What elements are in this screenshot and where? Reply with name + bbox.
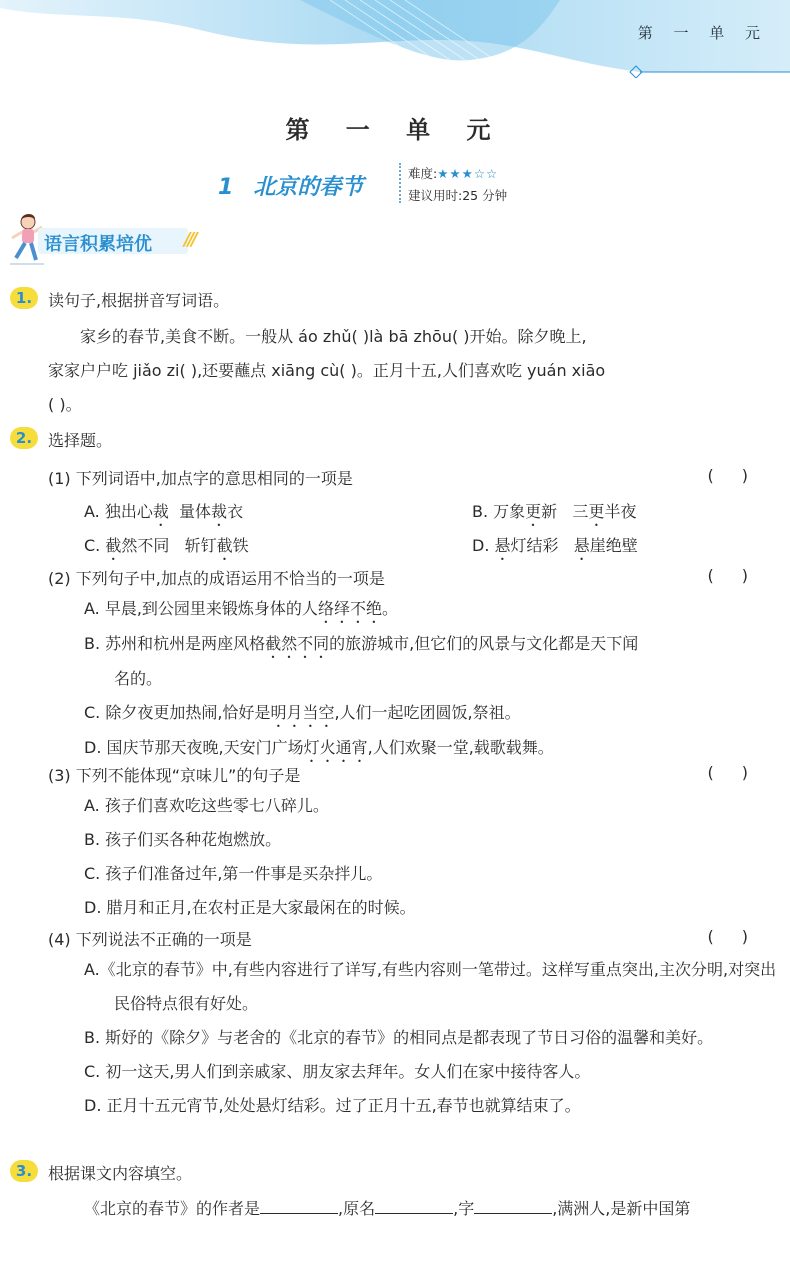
option-text: 新 三: [541, 502, 589, 521]
option-text: 灯结彩: [510, 536, 574, 555]
fill-text: ,满洲人,是新中国第: [552, 1199, 691, 1218]
dotted-phrase: 截然不同: [265, 634, 330, 653]
option-text: C.: [84, 536, 106, 555]
lesson-divider: [399, 163, 403, 203]
lesson-number: 1: [218, 175, 234, 200]
blank-original-name[interactable]: [375, 1197, 453, 1214]
unit-tab: 第 一 单 元: [637, 24, 768, 42]
option-2-c: [84, 696, 784, 731]
lesson-meta: [408, 163, 507, 207]
option-text: A. 独出心: [84, 502, 153, 521]
options-3: [84, 789, 784, 925]
options-4: [84, 953, 784, 1123]
dotted-char: 悬: [573, 536, 590, 555]
option-4-d: D. 正月十五元宵节,处处悬灯结彩。过了正月十五,春节也就算结束了。: [84, 1096, 581, 1115]
option-text: 崖绝壁: [589, 536, 638, 555]
option-text: B. 苏州和杭州是两座风格: [84, 634, 266, 653]
option-text: D. 国庆节那天夜晚,天安门广场: [84, 738, 304, 757]
header-band: [0, 0, 790, 78]
question-1-line-3: ( )。: [48, 395, 82, 414]
question-number-1: 1.: [10, 287, 38, 309]
question-1-title: 读句子,根据拼音写词语。: [48, 291, 230, 310]
option-2-b-cont: 名的。: [114, 669, 163, 688]
option-4-c: C. 初一这天,男人们到亲戚家、朋友家去拜年。女人们在家中接待客人。: [84, 1062, 591, 1081]
section-banner: [4, 210, 244, 270]
option-4-b: B. 斯妤的《除夕》与老舍的《北京的春节》的相同点是都表现了节日习俗的温馨和美好。: [84, 1028, 714, 1047]
option-3-a: A. 孩子们喜欢吃这些零七八碎儿。: [84, 796, 329, 815]
option-text: C. 除夕夜更加热闹,恰好是: [84, 703, 271, 722]
blank-courtesy-name[interactable]: [474, 1197, 552, 1214]
option-1-a: [84, 499, 243, 530]
dotted-phrase: 络绎不绝: [317, 599, 382, 618]
option-2-d: [84, 731, 784, 766]
question-2-title: 选择题。: [48, 431, 113, 450]
option-text: 衣: [227, 502, 244, 521]
option-text: D.: [472, 536, 495, 555]
option-text: A. 早晨,到公园里来锻炼身体的人: [84, 599, 318, 618]
dotted-char: 截: [105, 536, 122, 555]
question-1-line-1: 家乡的春节,美食不断。一般从 áo zhǔ( )là bā zhōu( )开始。除夕晚上,: [80, 327, 587, 346]
lesson-heading: [218, 170, 363, 201]
dotted-char: 裁: [152, 502, 169, 521]
section-label: 语言积累培优: [44, 234, 152, 255]
option-4-a: A.《北京的春节》中,有些内容进行了详写,有些内容则一笔带过。这样写重点突出,主次分明,对突出民俗特点很有好处。: [84, 960, 777, 1013]
dotted-char: 截: [216, 536, 233, 555]
question-number-3: 3.: [10, 1160, 38, 1182]
option-3-b: B. 孩子们买各种花炮燃放。: [84, 830, 282, 849]
dotted-char: 裁: [211, 502, 228, 521]
dotted-phrase: 明月当空: [270, 703, 335, 722]
question-number-2: 2.: [10, 427, 38, 449]
page-title: 第 一 单 元: [285, 115, 505, 144]
answer-paren-2: (): [707, 566, 776, 585]
question-3-title: 根据课文内容填空。: [48, 1164, 193, 1183]
suggested-time: 建议用时:25 分钟: [408, 188, 508, 203]
question-1-line-2: 家家户户吃 jiǎo zi( ),还要蘸点 xiāng cù( )。正月十五,人们喜欢吃 yuán xiāo: [48, 361, 606, 380]
answer-paren-3: (): [707, 763, 776, 782]
answer-paren-1: (): [707, 466, 776, 485]
option-3-d: D. 腊月和正月,在农村正是大家最闲在的时候。: [84, 898, 416, 917]
section-slashes: ///: [184, 229, 195, 250]
question-1-body: [48, 320, 783, 422]
option-text: 铁: [232, 536, 249, 555]
option-text: 量体: [168, 502, 212, 521]
blank-author[interactable]: [260, 1197, 338, 1214]
option-2-b: [84, 627, 784, 662]
sub-question-2-stem: (2) 下列句子中,加点的成语运用不恰当的一项是: [48, 569, 385, 588]
question-3-body: [84, 1192, 784, 1226]
fill-text: ,字: [453, 1199, 475, 1218]
option-1-c: [84, 533, 249, 564]
option-text: B. 万象: [472, 502, 526, 521]
fill-text: ,原名: [338, 1199, 376, 1218]
option-text: 。: [381, 599, 398, 618]
dotted-char: 更: [588, 502, 605, 521]
fill-text: 《北京的春节》的作者是: [84, 1199, 261, 1218]
dotted-char: 更: [525, 502, 542, 521]
options-2: [84, 592, 784, 766]
option-text: 半夜: [604, 502, 637, 521]
answer-paren-4: (): [707, 927, 776, 946]
sub-question-1-stem: (1) 下列词语中,加点字的意思相同的一项是: [48, 469, 353, 488]
option-2-a: [84, 592, 784, 627]
option-text: ,人们一起吃团圆饭,祭祖。: [334, 703, 521, 722]
difficulty-stars: ★★★☆☆: [437, 166, 499, 181]
option-1-d: [472, 533, 638, 564]
dotted-char: 悬: [494, 536, 511, 555]
difficulty-label: 难度:: [408, 166, 438, 181]
option-text: 的旅游城市,但它们的风景与文化都是天下闻: [329, 634, 639, 653]
dotted-phrase: 灯火通宵: [303, 738, 368, 757]
option-1-b: [472, 499, 636, 530]
sub-question-3-stem: (3) 下列不能体现“京味儿”的句子是: [48, 766, 301, 785]
sub-question-4-stem: (4) 下列说法不正确的一项是: [48, 930, 252, 949]
option-text: ,人们欢聚一堂,载歌载舞。: [367, 738, 554, 757]
lesson-name: 北京的春节: [253, 175, 364, 200]
option-3-c: C. 孩子们准备过年,第一件事是买杂拌儿。: [84, 864, 383, 883]
option-text: 然不同 斩钉: [121, 536, 217, 555]
